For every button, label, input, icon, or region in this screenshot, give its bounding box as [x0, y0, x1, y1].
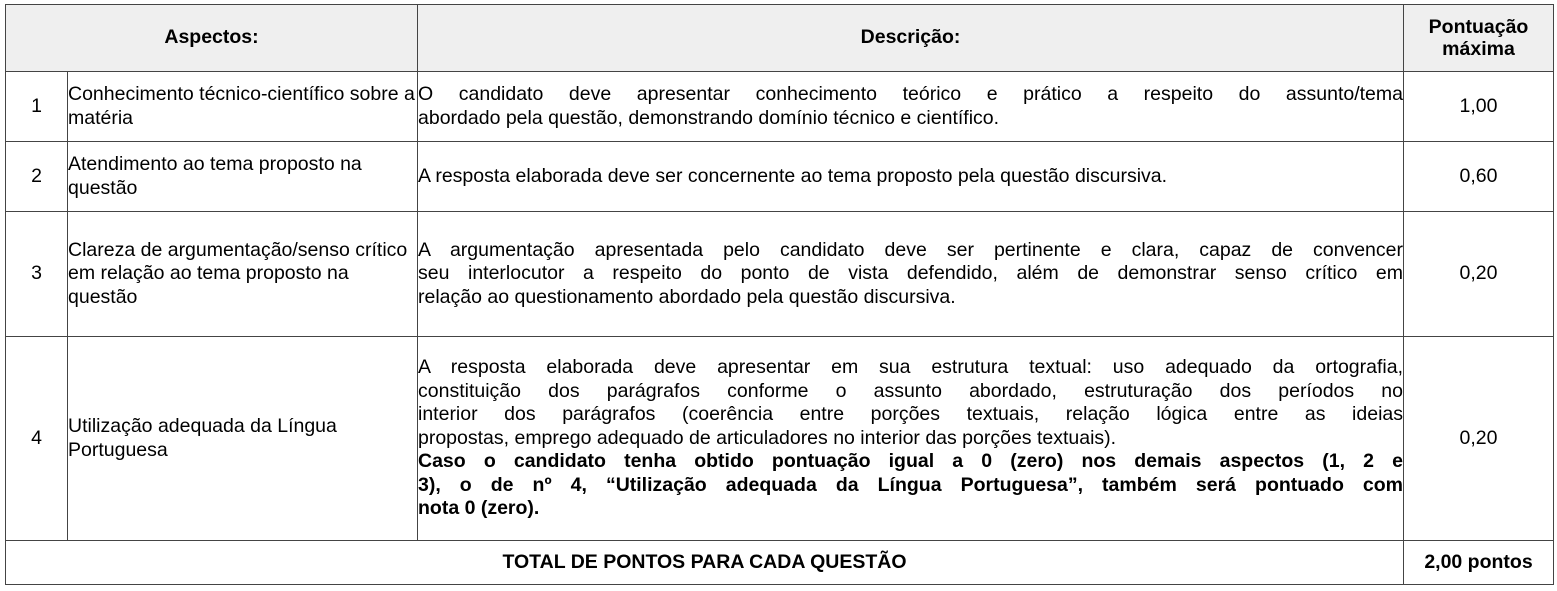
- description-bold-line: 3), o de nº 4, “Utilização adequada da Língua Portuguesa”, também será pontuado com: [418, 473, 1403, 496]
- description-bold-line: Caso o candidato tenha obtido pontuação igual a 0 (zero) nos demais aspectos (1, 2 e: [418, 450, 1403, 473]
- evaluation-criteria-table: [5, 4, 1554, 585]
- description-line: O candidato deve apresentar conhecimento teórico e prático a respeito do assunto/tema: [418, 83, 1403, 105]
- row-number: 1: [6, 72, 68, 142]
- description-line: A resposta elaborada deve apresentar em sua estrutura textual: uso adequado da ortografia,: [418, 356, 1403, 379]
- row-aspect: Clareza de argumentação/senso crítico em relação ao tema proposto na questão: [68, 212, 418, 337]
- row-aspect: Conhecimento técnico-científico sobre a matéria: [68, 72, 418, 142]
- row-description: [418, 72, 1404, 142]
- description-line: A resposta elaborada deve ser concernente ao tema proposto pela questão discursiva.: [418, 164, 1168, 187]
- row-points: 0,20: [1404, 337, 1554, 541]
- header-description: Descrição:: [418, 5, 1404, 72]
- total-label: TOTAL DE PONTOS PARA CADA QUESTÃO: [6, 541, 1404, 585]
- description-line: interior dos parágrafos (coerência entre porções textuais, relação lógica entre as ideias: [418, 403, 1403, 426]
- description-line: propostas, emprego adequado de articuladores no interior das porções textuais).: [418, 426, 1117, 449]
- row-points: 1,00: [1404, 72, 1554, 142]
- row-number: 3: [6, 212, 68, 337]
- row-number: 2: [6, 142, 68, 212]
- description-bold-line: nota 0 (zero).: [418, 497, 540, 520]
- header-max-points: [1404, 5, 1554, 72]
- total-value: 2,00 pontos: [1404, 541, 1554, 585]
- description-line: A argumentação apresentada pelo candidato deve ser pertinente e clara, capaz de convencer: [418, 238, 1403, 261]
- row-number: 4: [6, 337, 68, 541]
- description-line: constituição dos parágrafos conforme o assunto abordado, estruturação dos períodos no: [418, 379, 1403, 402]
- table-row: [6, 337, 1554, 541]
- row-description: [418, 142, 1404, 212]
- table-row: [6, 212, 1554, 337]
- row-description: [418, 212, 1404, 337]
- row-points: 0,60: [1404, 142, 1554, 212]
- total-row: [6, 541, 1554, 585]
- table-header-row: [6, 5, 1554, 72]
- description-line: seu interlocutor a respeito do ponto de vista defendido, além de demonstrar senso crítico em: [418, 262, 1403, 285]
- row-points: 0,20: [1404, 212, 1554, 337]
- header-aspects: Aspectos:: [6, 5, 418, 72]
- table-row: [6, 142, 1554, 212]
- table-row: [6, 72, 1554, 142]
- row-description: [418, 337, 1404, 541]
- row-aspect: Utilização adequada da Língua Portuguesa: [68, 337, 418, 541]
- header-max-points-line1: Pontuação: [1428, 16, 1529, 38]
- row-aspect: Atendimento ao tema proposto na questão: [68, 142, 418, 212]
- description-line: abordado pela questão, demonstrando domínio técnico e científico.: [418, 106, 1000, 129]
- header-max-points-line2: máxima: [1442, 38, 1515, 60]
- description-line: relação ao questionamento abordado pela questão discursiva.: [418, 285, 956, 308]
